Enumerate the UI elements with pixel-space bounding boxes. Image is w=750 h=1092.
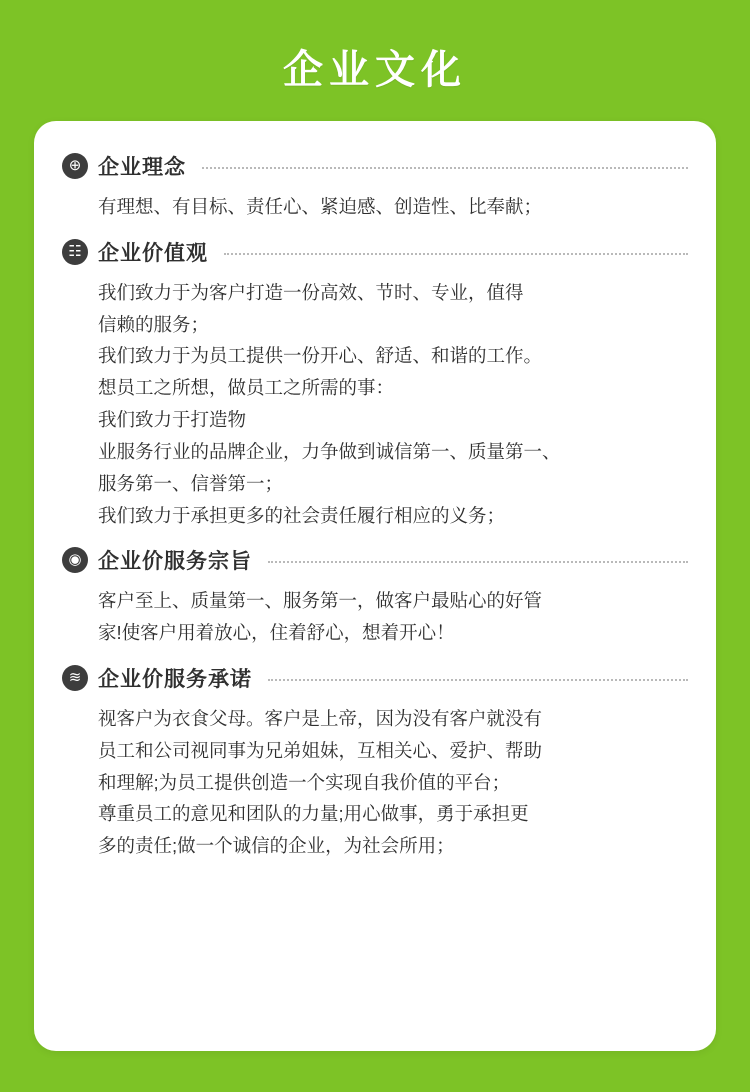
body-line: 尊重员工的意见和团队的力量;用心做事，勇于承担更 <box>98 803 529 825</box>
section-body <box>62 277 688 532</box>
section-title: 企业价值观 <box>98 241 208 265</box>
dotted-divider <box>268 561 688 563</box>
section-header <box>62 545 688 575</box>
section-title: 企业理念 <box>98 156 186 179</box>
body-line: 家!使客户用着放心，住着舒心，想着开心！ <box>98 622 455 644</box>
body-line: 客户至上、质量第一、服务第一，做客户最贴心的好管 <box>98 590 543 612</box>
section-title: 企业价服务宗旨 <box>98 550 252 574</box>
body-line: 我们致力于打造物 <box>98 409 247 431</box>
section-header <box>62 663 688 693</box>
body-line: 我们致力于承担更多的社会责任履行相应的义务； <box>98 504 506 526</box>
content-card <box>34 121 716 1051</box>
section-corporate-values <box>62 237 688 532</box>
dotted-divider <box>224 253 688 255</box>
handshake-icon: ≋ <box>62 665 88 691</box>
body-line: 我们致力于为客户打造一份高效、节时、专业，值得 <box>98 281 524 303</box>
dotted-divider <box>268 679 688 681</box>
section-header <box>62 237 688 267</box>
dotted-divider <box>202 167 688 169</box>
section-corporate-philosophy <box>62 151 688 223</box>
body-line: 服务第一、信誉第一； <box>98 472 284 494</box>
body-line: 多的责任;做一个诚信的企业，为社会所用； <box>98 835 455 857</box>
body-line: 业服务行业的品牌企业，力争做到诚信第一、质量第一、 <box>98 440 561 462</box>
page-title: 企业文化 <box>283 48 467 92</box>
body-line: 我们致力于为员工提供一份开心、舒适、和谐的工作。 <box>98 345 543 367</box>
section-body <box>62 585 688 649</box>
book-icon: ☷ <box>62 239 88 265</box>
section-title: 企业价服务承诺 <box>98 667 252 691</box>
body-line: 想员工之所想，做员工之所需的事： <box>98 377 395 399</box>
target-icon: ◉ <box>62 547 88 573</box>
body-line: 有理想、有目标、责任心、紧迫感、创造性、比奉献； <box>98 196 543 217</box>
body-line: 和理解;为员工提供创造一个实现自我价值的平台； <box>98 771 511 793</box>
section-body <box>62 191 688 223</box>
body-line: 员工和公司视同事为兄弟姐妹，互相关心、爱护、帮助 <box>98 739 543 761</box>
section-service-purpose <box>62 545 688 649</box>
body-line: 视客户为衣食父母。客户是上帝，因为没有客户就没有 <box>98 707 543 729</box>
section-service-commitment <box>62 663 688 862</box>
section-header <box>62 151 688 181</box>
globe-icon: ⊕ <box>62 153 88 179</box>
body-line: 信赖的服务； <box>98 313 210 335</box>
section-body <box>62 703 688 862</box>
